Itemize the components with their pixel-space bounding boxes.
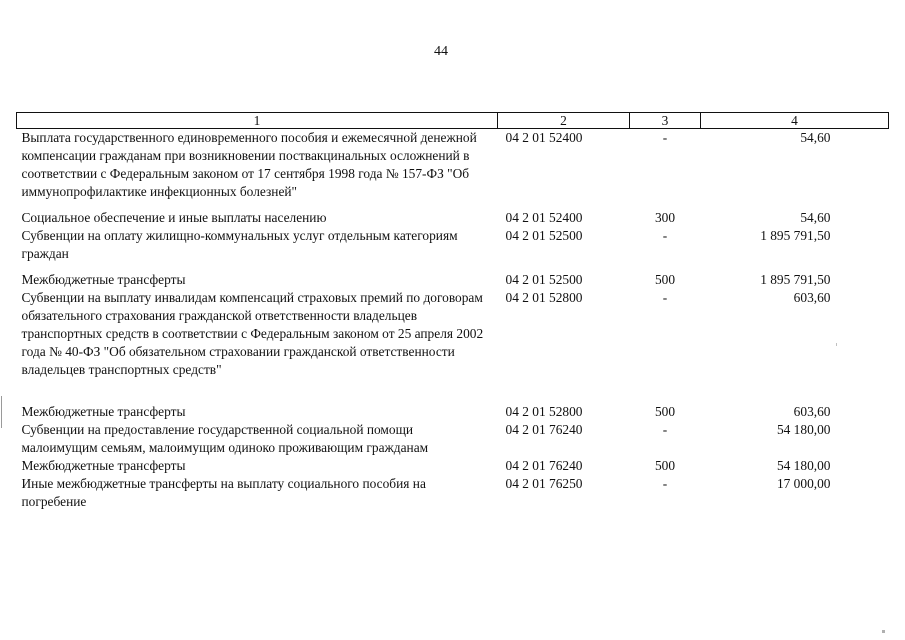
row-amount-cell: 54,60 bbox=[800, 130, 831, 145]
table-row bbox=[17, 227, 889, 271]
row-code-cell: 04 2 01 52800 bbox=[505, 290, 583, 305]
row-type-cell: - bbox=[662, 290, 668, 305]
row-code-cell: 04 2 01 52500 bbox=[505, 272, 583, 287]
table-row bbox=[17, 271, 889, 289]
table-row bbox=[17, 475, 889, 511]
row-code-cell: 04 2 01 76240 bbox=[505, 422, 583, 437]
row-code-cell: 04 2 01 52400 bbox=[505, 130, 583, 145]
row-type-cell: - bbox=[662, 422, 668, 437]
column-header-4: 4 bbox=[701, 113, 889, 129]
row-name-cell: Межбюджетные трансферты bbox=[21, 404, 186, 419]
row-amount-cell: 603,60 bbox=[793, 404, 831, 419]
row-amount-cell: 603,60 bbox=[793, 290, 831, 305]
row-type-cell: 500 bbox=[654, 272, 676, 287]
row-type-cell: - bbox=[662, 476, 668, 491]
row-code-cell: 04 2 01 52400 bbox=[505, 210, 583, 225]
page-number: 44 bbox=[434, 44, 448, 59]
row-type-cell: 500 bbox=[654, 458, 676, 473]
row-amount-cell: 1 895 791,50 bbox=[760, 228, 831, 243]
row-amount-cell: 1 895 791,50 bbox=[760, 272, 831, 287]
row-type-cell: - bbox=[662, 228, 668, 243]
row-amount-cell: 54,60 bbox=[800, 210, 831, 225]
table-row bbox=[17, 129, 889, 210]
row-name-cell: Межбюджетные трансферты bbox=[21, 272, 186, 287]
row-name-cell: Субвенции на выплату инвалидам компенсаций страховых премий по договорам обязательного страхования гражданской ответственности владельцев транспортных средств в соответствии с Федеральным законом от 25 апреля 2002 года № 40-ФЗ "Об обязательном страховании гражданской ответственности владельцев транспортных средств" bbox=[21, 290, 484, 377]
scan-artifact-bottom bbox=[882, 630, 885, 633]
row-type-cell: - bbox=[662, 130, 668, 145]
row-amount-cell: 54 180,00 bbox=[776, 458, 831, 473]
column-header-2: 2 bbox=[498, 113, 630, 129]
row-amount-cell: 54 180,00 bbox=[776, 422, 831, 437]
row-name-cell: Субвенции на оплату жилищно-коммунальных услуг отдельным категориям граждан bbox=[21, 228, 458, 261]
row-type-cell: 500 bbox=[654, 404, 676, 419]
row-code-cell: 04 2 01 52800 bbox=[505, 404, 583, 419]
row-type-cell: 300 bbox=[654, 210, 676, 225]
row-name-cell: Субвенции на предоставление государственной социальной помощи малоимущим семьям, малоимущим одиноко проживающим гражданам bbox=[21, 422, 429, 455]
row-name-cell: Выплата государственного единовременного пособия и ежемесячной денежной компенсации гражданам при возникновении поствакцинальных осложнений в соответствии с Федеральным законом от 17 сентября 1998 года № 157-ФЗ "Об иммунопрофилактике инфекционных болезней" bbox=[21, 130, 477, 199]
table-header-row bbox=[17, 113, 889, 129]
column-header-1: 1 bbox=[17, 113, 498, 129]
table-row bbox=[17, 209, 889, 227]
row-name-cell: Социальное обеспечение и иные выплаты населению bbox=[21, 210, 327, 225]
row-name-cell: Межбюджетные трансферты bbox=[21, 458, 186, 473]
budget-table bbox=[16, 112, 889, 511]
row-name-cell: Иные межбюджетные трансферты на выплату социального пособия на погребение bbox=[21, 476, 426, 509]
table-row bbox=[17, 457, 889, 475]
scan-artifact-left bbox=[1, 396, 2, 428]
column-header-3: 3 bbox=[630, 113, 701, 129]
table-row bbox=[17, 421, 889, 457]
row-code-cell: 04 2 01 76250 bbox=[505, 476, 583, 491]
table-row bbox=[17, 403, 889, 421]
scan-artifact-right bbox=[836, 343, 837, 346]
row-code-cell: 04 2 01 76240 bbox=[505, 458, 583, 473]
row-code-cell: 04 2 01 52500 bbox=[505, 228, 583, 243]
table-row bbox=[17, 289, 889, 403]
row-amount-cell: 17 000,00 bbox=[776, 476, 831, 491]
